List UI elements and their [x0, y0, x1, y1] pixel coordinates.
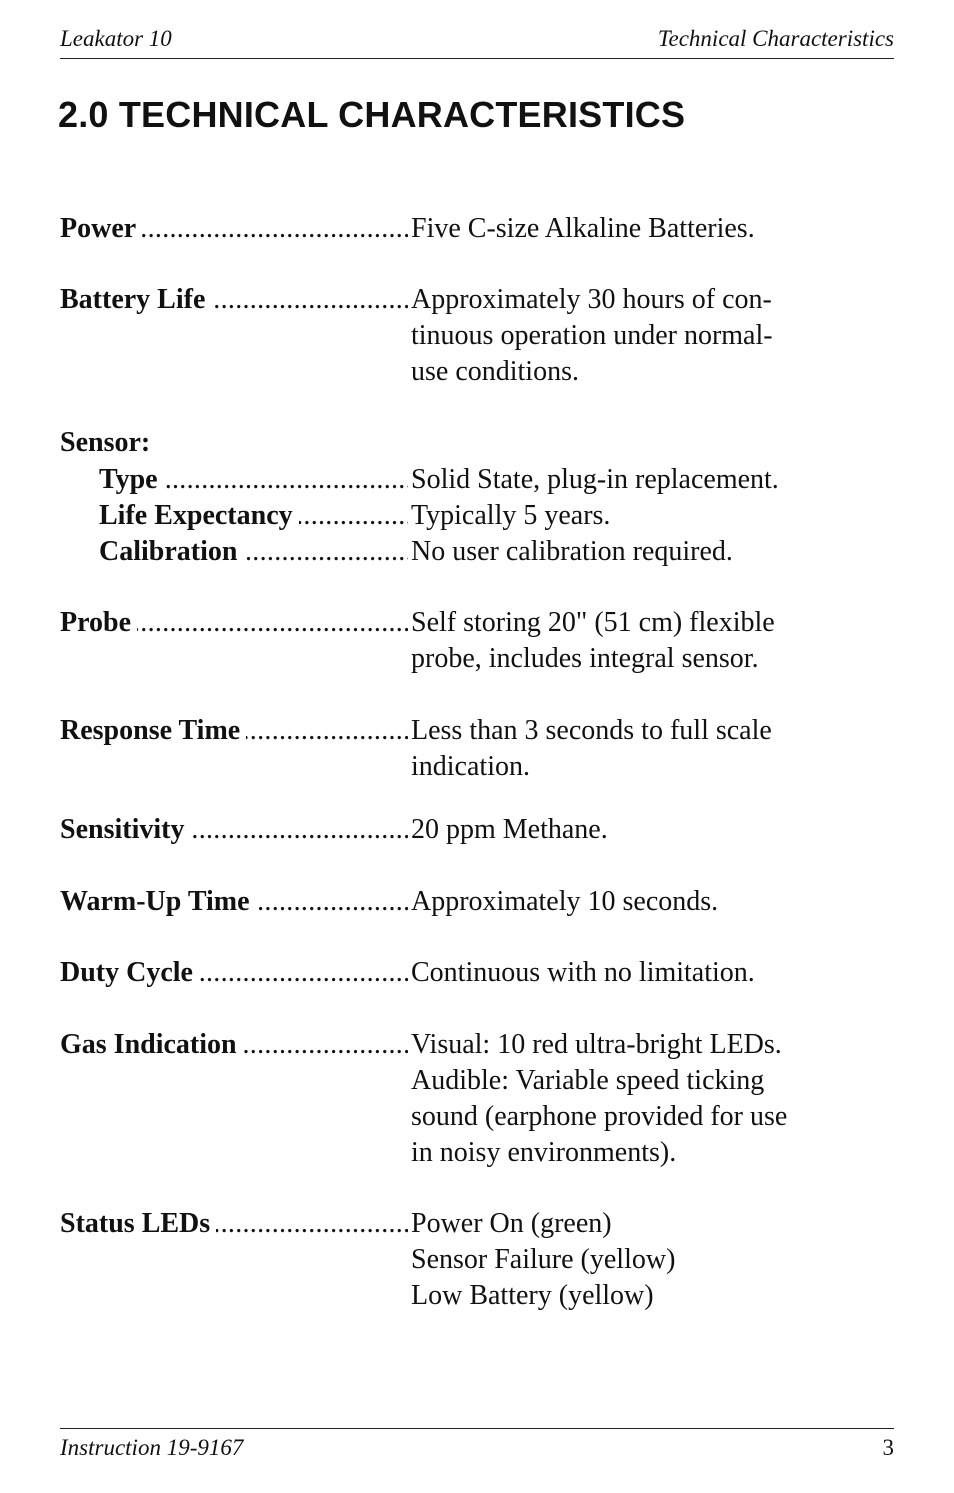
spec-label: Type .....: [99, 462, 408, 498]
header-section-name: Technical Characteristics: [657, 26, 894, 51]
spec-value: Continuous with no limitation.: [411, 957, 755, 988]
spec-value: No user calibration required.: [411, 536, 733, 567]
spec-value: Approximately 10 seconds.: [411, 886, 719, 917]
spec-label: Duty Cycle .....: [60, 955, 408, 991]
spec-label: Sensitivity .....: [60, 812, 408, 848]
running-footer: [60, 1428, 894, 1461]
spec-value: Approximately 30 hours of con- tinuous operation under normal- use conditions.: [411, 284, 773, 387]
spec-label: Power .....: [60, 211, 408, 247]
spec-value: Visual: 10 red ultra-bright LEDs. Audible: Variable speed ticking sound (earphone provided for use in noisy environments).: [411, 1029, 788, 1168]
footer-document-id: Instruction 19-9167: [60, 1435, 244, 1460]
page-title: 2.0 TECHNICAL CHARACTERISTICS: [58, 94, 686, 135]
spec-label: Life Expectancy .....: [99, 498, 408, 534]
spec-value: Typically 5 years.: [411, 500, 611, 531]
spec-label: Battery Life .....: [60, 282, 408, 318]
spec-value: Less than 3 seconds to full scale indication.: [411, 715, 772, 782]
spec-label: Response Time .....: [60, 713, 408, 749]
spec-label: Status LEDs .....: [60, 1206, 408, 1242]
spec-value: Solid State, plug-in replacement.: [411, 464, 779, 495]
running-header: [60, 26, 894, 59]
sensor-heading: Sensor:: [60, 427, 151, 458]
spec-label: Calibration .....: [99, 534, 408, 570]
spec-value: Self storing 20" (51 cm) flexible probe, includes integral sensor.: [411, 607, 775, 674]
spec-value: 20 ppm Methane.: [411, 814, 608, 845]
page-number: 3: [882, 1435, 894, 1460]
spec-value: Five C-size Alkaline Batteries.: [411, 213, 755, 244]
header-product-name: Leakator 10: [60, 26, 172, 51]
spec-value: Power On (green) Sensor Failure (yellow) Low Battery (yellow): [411, 1208, 676, 1311]
spec-label: Gas Indication .....: [60, 1027, 408, 1063]
spec-label: Probe .....: [60, 605, 408, 641]
spec-label: Warm-Up Time .....: [60, 884, 408, 920]
